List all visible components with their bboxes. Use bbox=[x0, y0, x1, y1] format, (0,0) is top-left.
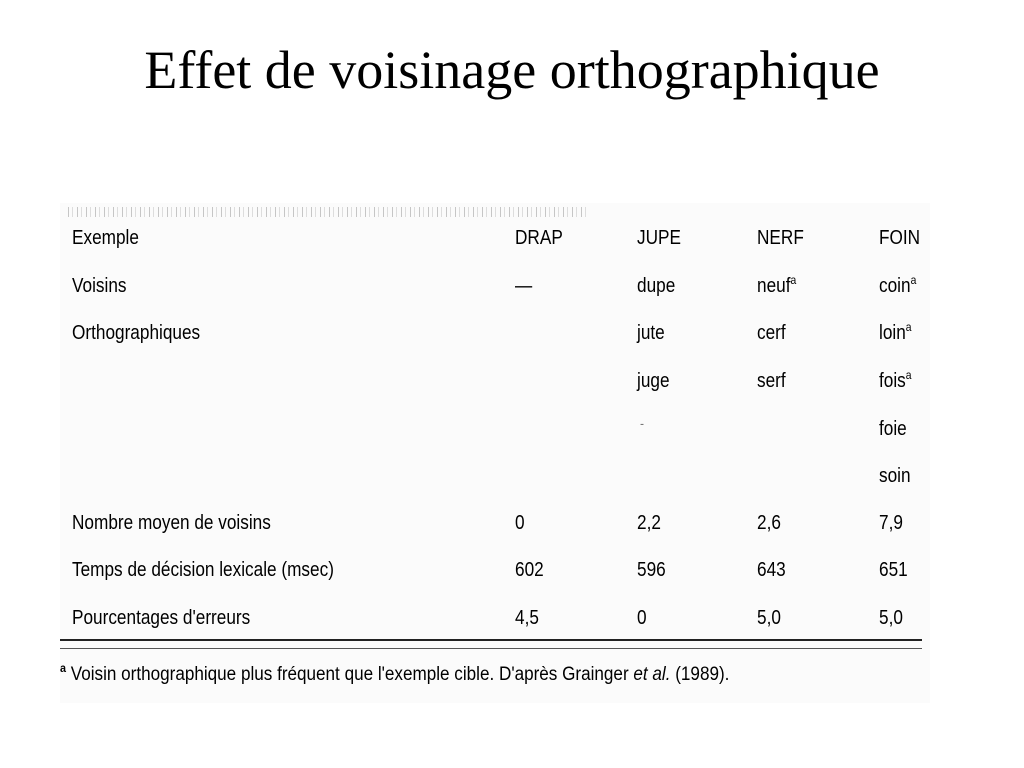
neighbor-foin-4: foie bbox=[879, 418, 907, 440]
neighbor-foin-3 bbox=[879, 369, 912, 393]
error-pct-drap: 4,5 bbox=[515, 607, 539, 629]
decision-time-drap: 602 bbox=[515, 559, 544, 581]
row-label-mean-neighbors: Nombre moyen de voisins bbox=[72, 512, 271, 534]
mean-neighbors-jupe: 2,2 bbox=[637, 512, 661, 534]
slide-title: Effet de voisinage orthographique bbox=[144, 40, 880, 100]
column-header-jupe: JUPE bbox=[637, 227, 681, 249]
neighbor-jupe-2: jute bbox=[637, 322, 665, 344]
footnote-divider bbox=[60, 648, 922, 649]
neighbor-word: coin bbox=[879, 275, 911, 297]
error-pct-foin: 5,0 bbox=[879, 607, 903, 629]
footnote-text: Voisin orthographique plus fréquent que l'exemple cible. D'après Grainger bbox=[70, 664, 634, 685]
neighbor-drap-none: — bbox=[515, 275, 533, 297]
decision-time-nerf: 643 bbox=[757, 559, 786, 581]
neighbor-nerf-1 bbox=[757, 274, 796, 298]
stray-mark: - bbox=[640, 415, 645, 431]
row-label-example: Exemple bbox=[72, 227, 139, 249]
decision-time-foin: 651 bbox=[879, 559, 908, 581]
neighbor-jupe-1: dupe bbox=[637, 275, 676, 297]
error-pct-jupe: 0 bbox=[637, 607, 647, 629]
row-label-orthographic: Orthographiques bbox=[72, 322, 201, 344]
column-header-foin: FOIN bbox=[879, 227, 921, 249]
neighbor-foin-5: soin bbox=[879, 465, 911, 487]
mean-neighbors-nerf: 2,6 bbox=[757, 512, 781, 534]
neighbor-nerf-3: serf bbox=[757, 370, 786, 392]
column-header-drap: DRAP bbox=[515, 227, 563, 249]
decision-time-jupe: 596 bbox=[637, 559, 666, 581]
footnote bbox=[60, 663, 729, 687]
superscript-marker: a bbox=[790, 273, 797, 287]
neighbor-foin-2 bbox=[879, 321, 912, 345]
mean-neighbors-drap: 0 bbox=[515, 512, 525, 534]
superscript-marker: a bbox=[905, 368, 912, 382]
neighbor-word: neuf bbox=[757, 275, 791, 297]
scan-artifact bbox=[68, 207, 588, 217]
table-bottom-rule bbox=[60, 639, 922, 641]
neighbor-word: loin bbox=[879, 322, 906, 344]
footnote-marker: a bbox=[60, 661, 67, 675]
neighbor-foin-1 bbox=[879, 274, 916, 298]
row-label-error-pct: Pourcentages d'erreurs bbox=[72, 607, 251, 629]
neighbor-jupe-3: juge bbox=[637, 370, 670, 392]
column-header-nerf: NERF bbox=[757, 227, 804, 249]
scanned-table bbox=[60, 203, 930, 703]
footnote-italic: et al. bbox=[633, 664, 671, 685]
row-label-neighbors: Voisins bbox=[72, 275, 127, 297]
neighbor-word: fois bbox=[879, 370, 906, 392]
row-label-decision-time: Temps de décision lexicale (msec) bbox=[72, 559, 334, 581]
neighbor-nerf-2: cerf bbox=[757, 322, 786, 344]
superscript-marker: a bbox=[910, 273, 917, 287]
error-pct-nerf: 5,0 bbox=[757, 607, 781, 629]
mean-neighbors-foin: 7,9 bbox=[879, 512, 903, 534]
footnote-year: (1989). bbox=[670, 664, 730, 685]
superscript-marker: a bbox=[905, 320, 912, 334]
